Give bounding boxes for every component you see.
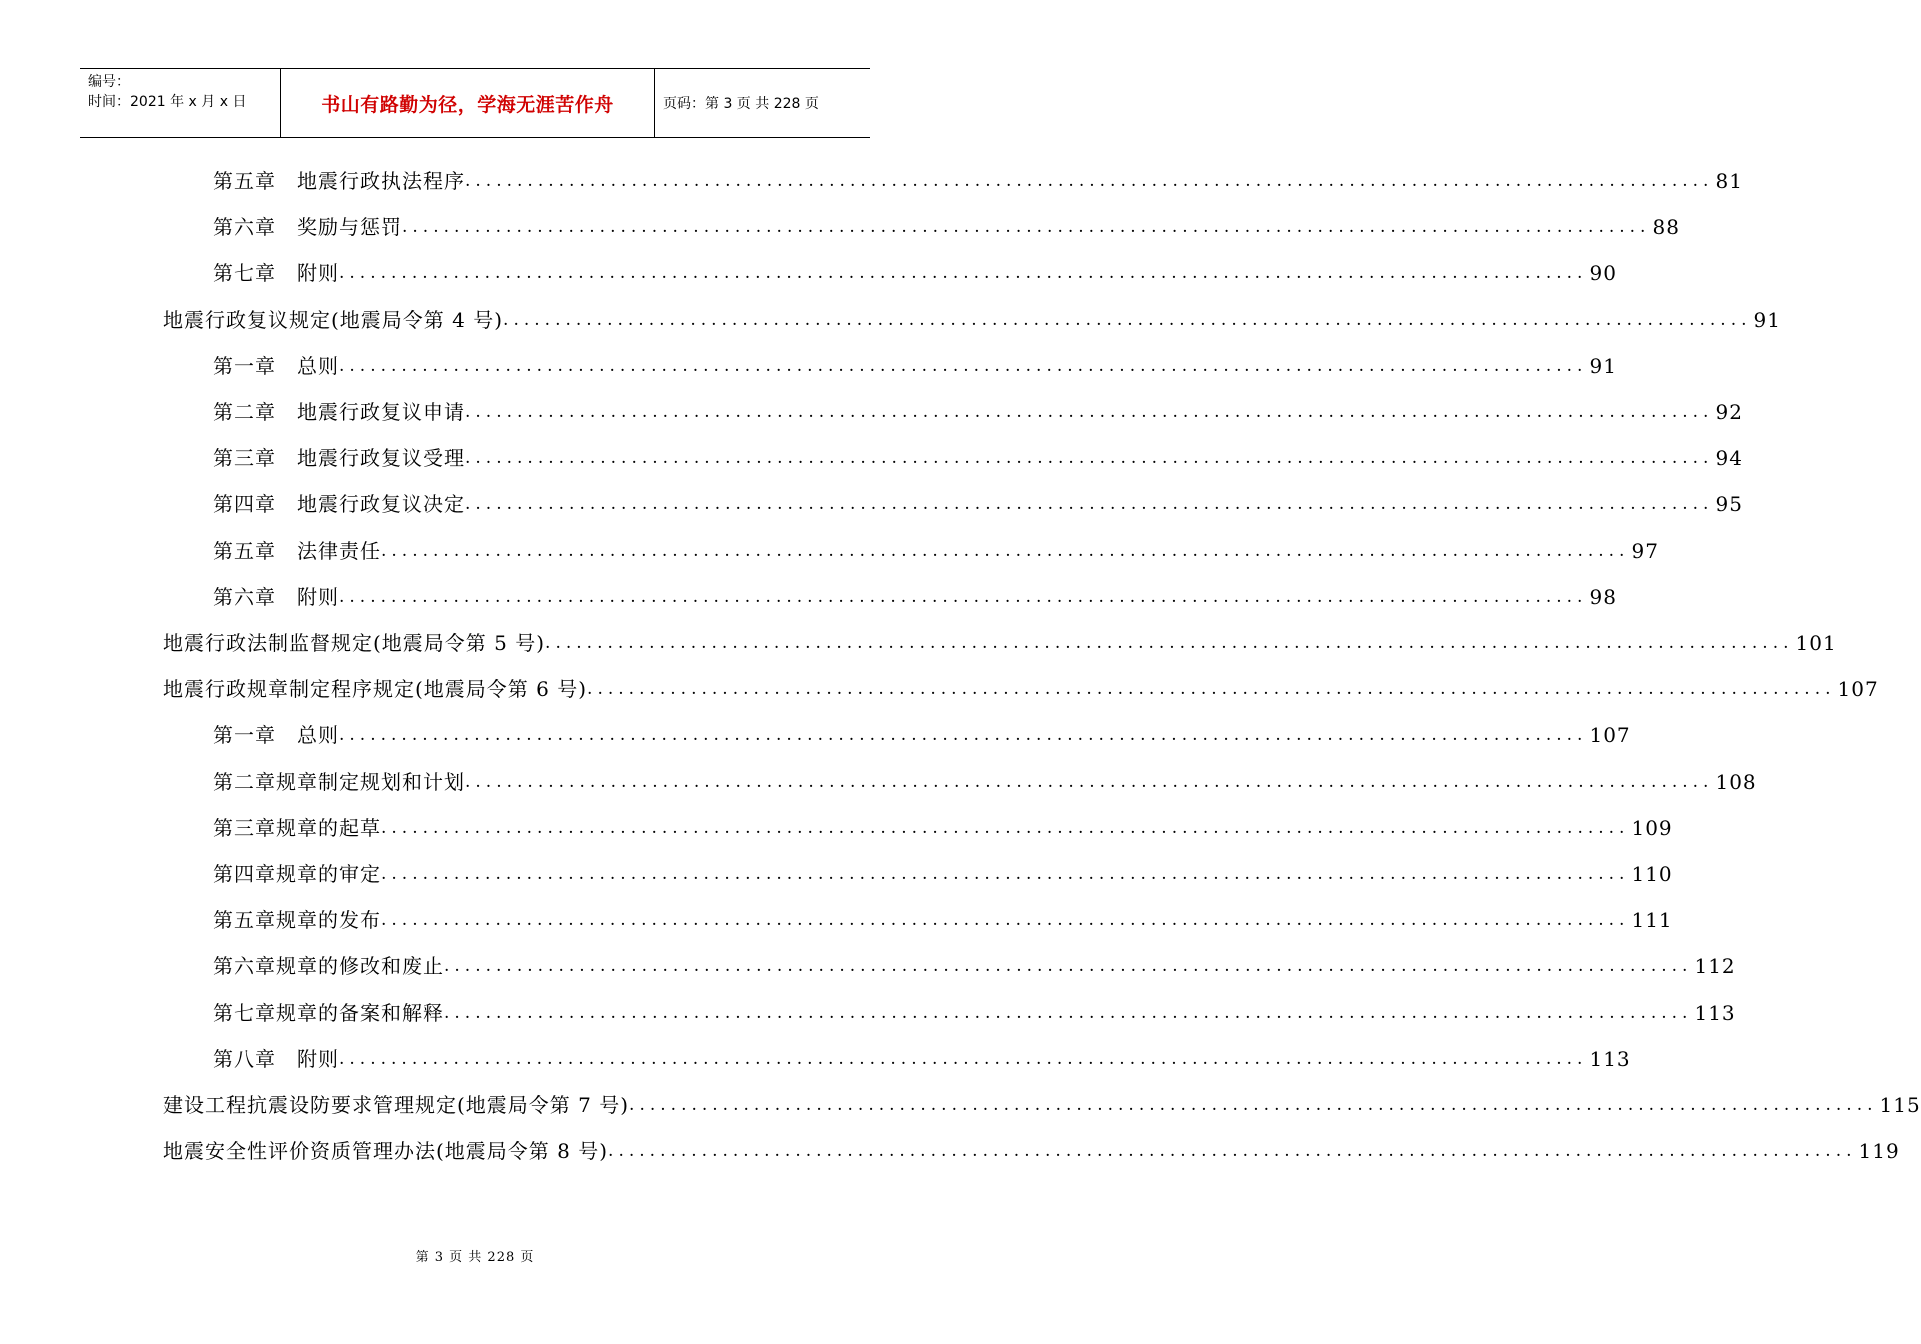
toc-entry[interactable] (213, 1044, 1631, 1074)
toc-leader-dots: ........................................................................................................................ (608, 1141, 1857, 1162)
toc-entry[interactable] (213, 397, 1743, 427)
page-footer: 第 3 页 共 228 页 (415, 1250, 535, 1265)
toc-entry-page: 119 (1858, 1139, 1900, 1164)
toc-entry-title: 第二章规章制定规划和计划 (213, 769, 465, 794)
toc-leader-dots: ........................................................................................................................ (339, 586, 1588, 607)
doc-time-label: 时间：2021 年 x 月 x 日 (88, 94, 247, 110)
toc-leader-dots: ........................................................................................................................ (503, 309, 1752, 330)
toc-entry[interactable] (213, 166, 1743, 196)
toc-leader-dots: ........................................................................................................................ (465, 494, 1714, 515)
toc-entry[interactable] (213, 859, 1673, 889)
toc-entry-page: 94 (1715, 446, 1743, 471)
toc-leader-dots: ........................................................................................................................ (381, 817, 1630, 838)
toc-leader-dots: ........................................................................................................................ (381, 910, 1630, 931)
header-meta (80, 69, 281, 137)
toc-entry-title: 第四章 地震行政复议决定 (213, 492, 465, 517)
toc-entry-title: 第六章规章的修改和废止 (213, 954, 444, 979)
header-page-info: 页码：第 3 页 共 228 页 (663, 96, 819, 112)
toc-leader-dots: ........................................................................................................................ (339, 725, 1588, 746)
toc-entry-page: 112 (1694, 954, 1736, 979)
toc-entry-page: 113 (1694, 1000, 1736, 1025)
toc-entry-page: 109 (1631, 815, 1673, 840)
toc-entry-page: 113 (1589, 1046, 1631, 1071)
toc-leader-dots: ........................................................................................................................ (587, 679, 1836, 700)
toc-entry-title: 第五章 地震行政执法程序 (213, 169, 465, 193)
toc-entry-page: 107 (1837, 677, 1879, 702)
toc-entry-title: 第六章 附则 (213, 584, 339, 609)
header-motto: 书山有路勤为径，学海无涯苦作舟 (281, 69, 655, 137)
toc-leader-dots: ........................................................................................................................ (545, 633, 1794, 653)
toc-leader-dots: ........................................................................................................................ (465, 171, 1714, 191)
toc-entry-page: 108 (1715, 769, 1757, 794)
toc-leader-dots: ........................................................................................................................ (381, 864, 1630, 884)
toc-entry[interactable] (163, 674, 1879, 704)
toc-entry[interactable] (213, 905, 1673, 935)
toc-entry-title: 第五章规章的发布 (213, 908, 381, 933)
toc-entry-title: 第五章 法律责任 (213, 538, 381, 563)
toc-entry-page: 91 (1753, 307, 1781, 332)
toc-entry-title: 第二章 地震行政复议申请 (213, 400, 465, 424)
toc-leader-dots: ........................................................................................................................ (444, 1002, 1693, 1023)
toc-entry[interactable] (213, 489, 1743, 519)
page-header (80, 68, 870, 138)
toc-leader-dots: ........................................................................................................................ (339, 355, 1588, 376)
toc-leader-dots: ........................................................................................................................ (465, 448, 1714, 469)
toc-entry-title: 地震行政复议规定(地震局令第 4 号) (163, 307, 504, 332)
toc-entry-title: 第七章 附则 (213, 261, 339, 286)
toc-entry[interactable] (213, 582, 1617, 612)
toc-entry-page: 107 (1589, 723, 1631, 748)
toc-entry-title: 第七章规章的备案和解释 (213, 1000, 444, 1025)
toc-entry[interactable] (213, 767, 1757, 797)
toc-leader-dots: ........................................................................................................................ (444, 956, 1693, 977)
toc-entry-title: 第四章规章的审定 (213, 862, 381, 886)
toc-entry[interactable] (163, 305, 1781, 335)
toc-leader-dots: ........................................................................................................................ (465, 771, 1714, 792)
toc-entry[interactable] (163, 1090, 1921, 1120)
toc-entry[interactable] (213, 813, 1673, 843)
toc-entry[interactable] (163, 628, 1837, 658)
toc-entry-title: 第三章 地震行政复议受理 (213, 446, 465, 471)
toc-leader-dots: ........................................................................................................................ (465, 402, 1714, 422)
toc-entry-page: 115 (1879, 1093, 1921, 1117)
toc-entry-page: 92 (1715, 400, 1743, 424)
toc-entry-title: 地震行政规章制定程序规定(地震局令第 6 号) (163, 677, 588, 702)
toc-entry-page: 95 (1715, 492, 1743, 517)
toc-entry-page: 97 (1631, 538, 1659, 563)
toc-entry[interactable] (213, 258, 1617, 288)
toc-entry[interactable] (213, 443, 1743, 473)
toc-entry-page: 88 (1652, 215, 1680, 240)
toc-entry-title: 地震行政法制监督规定(地震局令第 5 号) (163, 631, 546, 655)
toc-entry-title: 第六章 奖励与惩罚 (213, 215, 402, 240)
toc-entry[interactable] (213, 720, 1631, 750)
toc-leader-dots: ........................................................................................................................ (381, 540, 1630, 561)
toc-entry-title: 第一章 总则 (213, 353, 339, 378)
toc-entry[interactable] (213, 212, 1680, 242)
toc-entry-title: 地震安全性评价资质管理办法(地震局令第 8 号) (163, 1139, 609, 1164)
toc-leader-dots: ........................................................................................................................ (339, 263, 1588, 284)
toc-entry[interactable] (213, 536, 1659, 566)
toc-entry[interactable] (213, 351, 1617, 381)
toc-leader-dots: ........................................................................................................................ (402, 217, 1651, 238)
toc-entry-title: 第一章 总则 (213, 723, 339, 748)
toc-entry-page: 110 (1631, 862, 1673, 886)
toc-entry-page: 101 (1795, 631, 1837, 655)
toc-entry-title: 第三章规章的起草 (213, 815, 381, 840)
doc-number-label: 编号： (88, 74, 130, 90)
toc-entry[interactable] (213, 998, 1736, 1028)
toc-entry-page: 98 (1589, 584, 1617, 609)
toc-entry-title: 第八章 附则 (213, 1046, 339, 1071)
toc-entry-page: 81 (1715, 169, 1743, 193)
toc-entry-page: 111 (1631, 908, 1673, 933)
toc-entry-page: 91 (1589, 353, 1617, 378)
toc-leader-dots: ........................................................................................................................ (629, 1095, 1878, 1115)
toc-leader-dots: ........................................................................................................................ (339, 1048, 1588, 1069)
toc-entry-title: 建设工程抗震设防要求管理规定(地震局令第 7 号) (163, 1093, 630, 1117)
toc-entry[interactable] (163, 1136, 1900, 1166)
toc-entry[interactable] (213, 951, 1736, 981)
toc-entry-page: 90 (1589, 261, 1617, 286)
